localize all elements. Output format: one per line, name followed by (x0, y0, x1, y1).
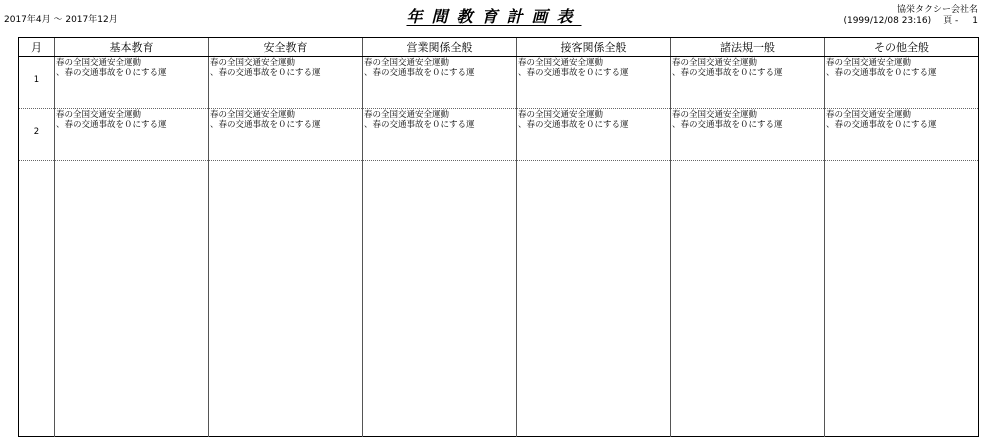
plan-line: 、春の交通事故を０にする運 (672, 120, 783, 130)
empty-cell (517, 161, 671, 437)
plan-line: 春の全国交通安全運動 (364, 58, 450, 68)
plan-line: 春の全国交通安全運動 (672, 58, 758, 68)
plan-cell (55, 109, 209, 161)
plan-line: 、春の交通事故を０にする運 (210, 120, 321, 130)
plan-cell (825, 109, 979, 161)
plan-cell (363, 109, 517, 161)
plan-line: 春の全国交通安全運動 (826, 110, 912, 120)
plan-line: 春の全国交通安全運動 (826, 58, 912, 68)
plan-line: 、春の交通事故を０にする運 (826, 120, 937, 130)
report-title: 年間教育計画表 (406, 7, 582, 26)
column-header-month: 月 (19, 38, 55, 57)
empty-cell (825, 161, 979, 437)
plan-line: 春の全国交通安全運動 (210, 58, 296, 68)
plan-cell (55, 57, 209, 109)
plan-line: 春の全国交通安全運動 (210, 110, 296, 120)
empty-cell (363, 161, 517, 437)
printed-at: (1999/12/08 23:16) (843, 16, 932, 26)
column-header-other-general: その他全般 (825, 38, 979, 57)
column-header-safety-education: 安全教育 (209, 38, 363, 57)
plan-line: 、春の交通事故を０にする運 (364, 68, 475, 78)
report-period: 2017年4月 ～ 2017年12月 (4, 15, 118, 25)
plan-cell (671, 57, 825, 109)
plan-line: 、春の交通事故を０にする運 (518, 120, 629, 130)
print-info (843, 13, 978, 26)
page-number: 1 (972, 16, 978, 26)
plan-cell (209, 57, 363, 109)
empty-cell (55, 161, 209, 437)
plan-line: 、春の交通事故を０にする運 (364, 120, 475, 130)
plan-line: 春の全国交通安全運動 (518, 110, 604, 120)
month-cell: 1 (19, 57, 55, 109)
plan-line: 、春の交通事故を０にする運 (56, 68, 167, 78)
company-name: 協栄タクシー会社名 (896, 5, 978, 15)
month-cell: 2 (19, 109, 55, 161)
empty-row (19, 161, 979, 437)
plan-line: 、春の交通事故を０にする運 (518, 68, 629, 78)
plan-cell (209, 109, 363, 161)
plan-line: 、春の交通事故を０にする運 (826, 68, 937, 78)
plan-line: 春の全国交通安全運動 (364, 110, 450, 120)
plan-line: 、春の交通事故を０にする運 (672, 68, 783, 78)
plan-line: 春の全国交通安全運動 (518, 58, 604, 68)
plan-line: 春の全国交通安全運動 (672, 110, 758, 120)
empty-cell (209, 161, 363, 437)
column-header-basic-education: 基本教育 (55, 38, 209, 57)
table-row (19, 109, 979, 161)
table-row (19, 57, 979, 109)
empty-cell (19, 161, 55, 437)
column-header-sales-general: 営業関係全般 (363, 38, 517, 57)
column-header-customer-service: 接客関係全般 (517, 38, 671, 57)
plan-cell (363, 57, 517, 109)
page-label: 頁 - (943, 16, 959, 26)
plan-line: 春の全国交通安全運動 (56, 58, 142, 68)
column-header-laws-general: 諸法規一般 (671, 38, 825, 57)
empty-cell (671, 161, 825, 437)
education-plan-table (18, 37, 979, 437)
plan-line: 、春の交通事故を０にする運 (56, 120, 167, 130)
header-row (19, 38, 979, 57)
plan-cell (825, 57, 979, 109)
plan-cell (671, 109, 825, 161)
plan-cell (517, 57, 671, 109)
plan-line: 、春の交通事故を０にする運 (210, 68, 321, 78)
plan-line: 春の全国交通安全運動 (56, 110, 142, 120)
plan-cell (517, 109, 671, 161)
